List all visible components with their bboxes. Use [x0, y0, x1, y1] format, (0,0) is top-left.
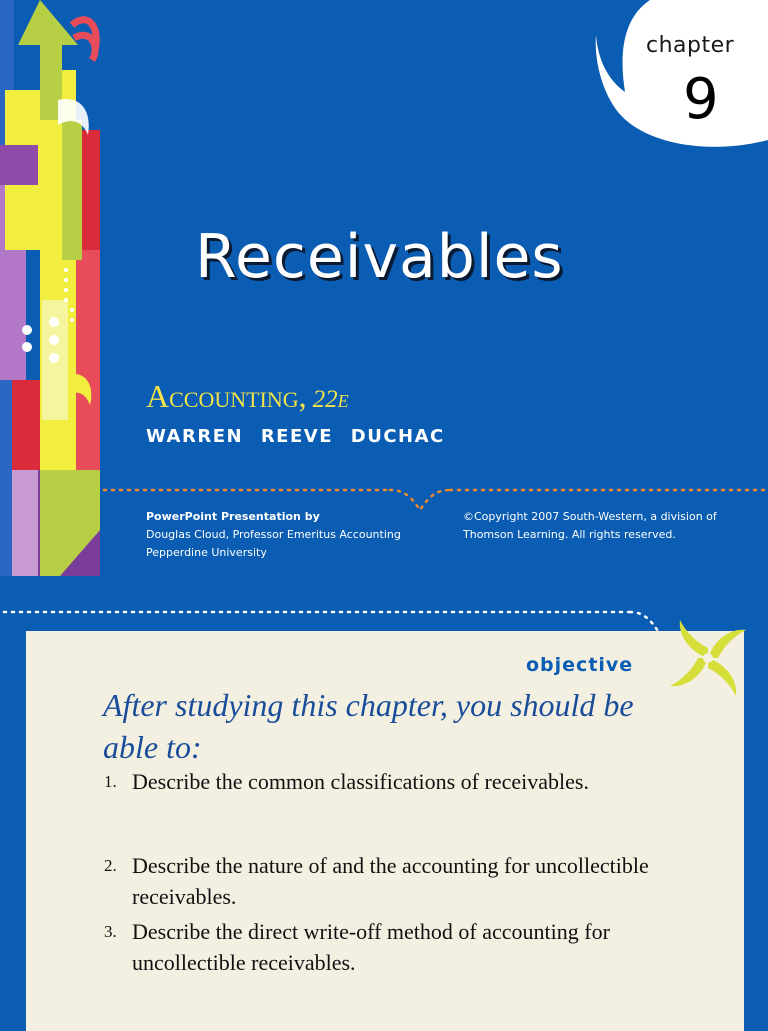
credits-heading: PowerPoint Presentation by	[146, 510, 320, 523]
objective-label: objective	[526, 654, 634, 676]
book-edition: 22e	[312, 386, 349, 413]
copyright-notice	[463, 508, 723, 544]
list-item-number: 1.	[104, 772, 117, 791]
objective-intro: After studying this chapter, you should be able to:	[103, 687, 634, 765]
credits-university: Pepperdine University	[146, 546, 267, 559]
chapter-badge-shape	[590, 0, 768, 150]
decorative-art-strip	[0, 0, 100, 576]
book-authors: WARREN REEVE DUCHAC	[146, 426, 445, 447]
chapter-number: 9	[683, 67, 719, 132]
copyright-line-1: ©Copyright 2007 South-Western, a division of	[463, 510, 717, 523]
list-item-text: Describe the direct write-off method of accounting for uncollectible receivables.	[132, 919, 610, 975]
copyright-line-2: Thomson Learning. All rights reserved.	[463, 528, 676, 541]
list-item-text: Describe the common classifications of receivables.	[132, 769, 589, 794]
slide-title: Receivables	[195, 222, 564, 292]
pinwheel-icon	[660, 610, 756, 706]
list-item-number: 3.	[104, 922, 117, 941]
list-item-text: Describe the nature of and the accounting for uncollectible receivables.	[132, 853, 649, 909]
chapter-label: chapter	[646, 33, 735, 58]
list-item-number: 2.	[104, 856, 117, 875]
book-name: Accounting,	[146, 378, 307, 414]
credits-author: Douglas Cloud, Professor Emeritus Accounting	[146, 528, 401, 541]
presentation-credits	[146, 508, 401, 562]
book-title	[146, 378, 349, 415]
